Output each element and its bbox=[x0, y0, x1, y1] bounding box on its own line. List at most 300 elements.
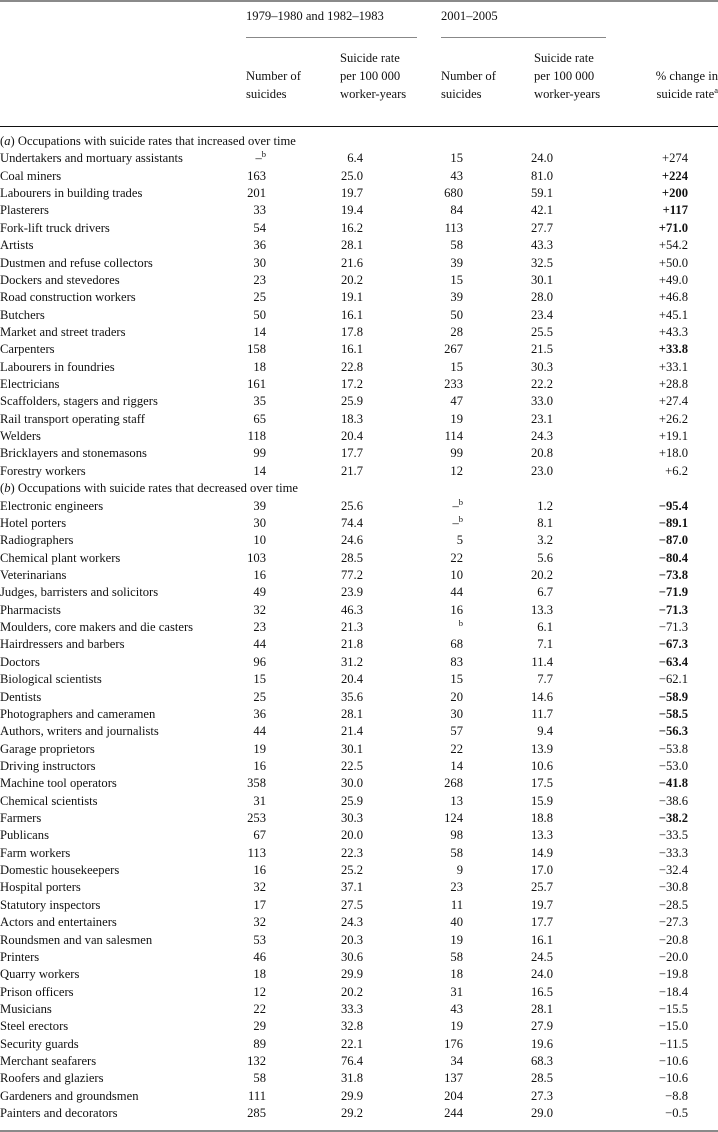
rate-1979-cell: 17.2 bbox=[340, 377, 363, 392]
suicides-2001-cell: 58 bbox=[450, 949, 463, 964]
table-row bbox=[0, 1088, 718, 1105]
occupation-cell: Quarry workers bbox=[0, 967, 80, 982]
percent-change-cell: +19.1 bbox=[658, 429, 688, 444]
occupation-cell: Forestry workers bbox=[0, 463, 86, 478]
table-row bbox=[0, 845, 718, 862]
suicides-2001-cell: 233 bbox=[444, 377, 463, 392]
table-row bbox=[0, 324, 718, 341]
suicides-2001-cell: 267 bbox=[444, 342, 463, 357]
percent-change-cell: −0.5 bbox=[665, 1106, 688, 1121]
percent-change-cell: +274 bbox=[662, 151, 688, 166]
suicides-1979-cell: 44 bbox=[253, 724, 266, 739]
rate-2001-cell: 81.0 bbox=[530, 168, 553, 183]
rate-1979-cell: 30.0 bbox=[340, 776, 363, 791]
occupation-cell: Roundsmen and van salesmen bbox=[0, 932, 153, 947]
occupation-cell: Painters and decorators bbox=[0, 1106, 118, 1121]
suicides-2001-cell: 40 bbox=[450, 915, 463, 930]
rate-2001-cell: 25.5 bbox=[530, 324, 553, 339]
occupation-cell: Welders bbox=[0, 429, 41, 444]
rate-2001-cell: 13.9 bbox=[530, 741, 553, 756]
rate-2001-cell: 23.0 bbox=[530, 463, 553, 478]
occupation-cell: Pharmacists bbox=[0, 602, 61, 617]
table-row bbox=[0, 237, 718, 254]
percent-change-cell: +28.8 bbox=[658, 377, 688, 392]
suicides-2001-cell: 28 bbox=[450, 324, 463, 339]
rate-1979-cell: 20.2 bbox=[340, 272, 363, 287]
suicides-1979-cell: 16 bbox=[253, 863, 266, 878]
percent-change-cell: −27.3 bbox=[658, 915, 688, 930]
rate-1979-cell: 24.3 bbox=[340, 915, 363, 930]
occupation-cell: Electricians bbox=[0, 377, 60, 392]
table-row bbox=[0, 550, 718, 567]
suicides-2001-cell: 20 bbox=[450, 689, 463, 704]
occupation-cell: Machine tool operators bbox=[0, 776, 117, 791]
occupation-cell: Rail transport operating staff bbox=[0, 411, 145, 426]
occupation-cell: Labourers in foundries bbox=[0, 359, 115, 374]
rate-2001-cell: 5.6 bbox=[537, 550, 553, 565]
suicides-1979-cell: 111 bbox=[248, 1088, 266, 1103]
header-suicide-rate-2: Suicide rate per 100 000 worker-years bbox=[534, 51, 601, 101]
rate-2001-cell: 19.7 bbox=[530, 897, 553, 912]
section-label-b: (b) Occupations with suicide rates that decreased over time bbox=[0, 481, 298, 496]
rate-2001-cell: 16.1 bbox=[530, 932, 553, 947]
suicides-1979-cell: 36 bbox=[253, 238, 266, 253]
occupation-cell: Undertakers and mortuary assistants bbox=[0, 151, 183, 166]
rate-1979-cell: 22.3 bbox=[340, 845, 363, 860]
suicides-1979-cell: 161 bbox=[247, 377, 266, 392]
percent-change-cell: −63.4 bbox=[658, 654, 688, 669]
table-row bbox=[0, 862, 718, 879]
table-body bbox=[0, 133, 718, 1122]
rate-1979-cell: 29.9 bbox=[340, 1088, 363, 1103]
occupation-cell: Gardeners and groundsmen bbox=[0, 1088, 139, 1103]
rate-1979-cell: 32.8 bbox=[340, 1019, 363, 1034]
period-span-rule-2 bbox=[441, 37, 606, 38]
rate-2001-cell: 13.3 bbox=[530, 828, 553, 843]
table-row bbox=[0, 636, 718, 653]
table-row bbox=[0, 393, 718, 410]
table-row bbox=[0, 445, 718, 462]
rate-1979-cell: 22.1 bbox=[340, 1036, 363, 1051]
percent-change-cell: −15.5 bbox=[658, 1001, 688, 1016]
rate-1979-cell: 77.2 bbox=[340, 567, 363, 582]
table-row bbox=[0, 619, 718, 636]
suicides-2001-cell: 58 bbox=[450, 845, 463, 860]
suicides-2001-cell: 680 bbox=[444, 186, 463, 201]
percent-change-cell: −87.0 bbox=[658, 533, 688, 548]
rate-2001-cell: 24.0 bbox=[530, 967, 553, 982]
suicides-1979-cell: 89 bbox=[253, 1036, 266, 1051]
rate-1979-cell: 17.7 bbox=[340, 446, 363, 461]
suicides-2001-cell: 84 bbox=[450, 203, 463, 218]
rate-2001-cell: 30.3 bbox=[530, 359, 553, 374]
suicides-1979-cell: 12 bbox=[253, 984, 266, 999]
rate-1979-cell: 23.9 bbox=[340, 585, 363, 600]
rate-1979-cell: 33.3 bbox=[340, 1001, 363, 1016]
table-row bbox=[0, 515, 718, 532]
occupation-cell: Artists bbox=[0, 238, 34, 253]
table-row bbox=[0, 741, 718, 758]
suicides-2001-cell: 12 bbox=[450, 463, 463, 478]
rate-2001-cell: 1.2 bbox=[537, 498, 553, 513]
rate-1979-cell: 37.1 bbox=[340, 880, 363, 895]
rate-2001-cell: 10.6 bbox=[530, 758, 553, 773]
table-row bbox=[0, 532, 718, 549]
rate-2001-cell: 27.7 bbox=[530, 220, 553, 235]
suicides-2001-cell: 22 bbox=[450, 741, 463, 756]
rate-2001-cell: 14.9 bbox=[530, 845, 553, 860]
rate-2001-cell: 28.0 bbox=[530, 290, 553, 305]
occupation-cell: Driving instructors bbox=[0, 758, 96, 773]
table-row bbox=[0, 220, 718, 237]
occupation-cell: Coal miners bbox=[0, 168, 62, 183]
table-row bbox=[0, 341, 718, 358]
percent-change-cell: +26.2 bbox=[658, 411, 688, 426]
table-row bbox=[0, 1105, 718, 1122]
header-number-of-suicides-1: Number of suicides bbox=[246, 69, 301, 101]
suicides-2001-cell: 15 bbox=[450, 272, 463, 287]
suicides-2001-cell: 244 bbox=[444, 1106, 463, 1121]
percent-change-cell: −73.8 bbox=[658, 567, 688, 582]
rate-1979-cell: 22.5 bbox=[340, 758, 363, 773]
suicides-1979-cell: 285 bbox=[247, 1106, 266, 1121]
suicides-2001-cell: 47 bbox=[450, 394, 463, 409]
rate-2001-cell: 28.1 bbox=[530, 1001, 553, 1016]
table-row bbox=[0, 654, 718, 671]
percent-change-cell: −62.1 bbox=[658, 672, 688, 687]
occupation-cell: Domestic housekeepers bbox=[0, 863, 120, 878]
percent-change-cell: −10.6 bbox=[658, 1054, 688, 1069]
rate-2001-cell: 27.3 bbox=[530, 1088, 553, 1103]
suicides-2001-cell: 204 bbox=[444, 1088, 463, 1103]
table-row bbox=[0, 567, 718, 584]
rate-1979-cell: 25.2 bbox=[340, 863, 363, 878]
table-row bbox=[0, 376, 718, 393]
table-row bbox=[0, 289, 718, 306]
percent-change-cell: −18.4 bbox=[658, 984, 688, 999]
suicides-2001-cell: 15 bbox=[450, 151, 463, 166]
suicides-1979-cell: 253 bbox=[247, 811, 266, 826]
section-label-a: (a) Occupations with suicide rates that increased over time bbox=[0, 134, 296, 148]
rate-1979-cell: 74.4 bbox=[340, 515, 363, 530]
suicides-1979-cell: 67 bbox=[253, 828, 266, 843]
suicides-1979-cell: 25 bbox=[253, 290, 266, 305]
rate-1979-cell: 20.3 bbox=[340, 932, 363, 947]
rate-1979-cell: 21.4 bbox=[340, 724, 363, 739]
suicides-2001-cell: 13 bbox=[450, 793, 463, 808]
table-row bbox=[0, 671, 718, 688]
occupation-cell: Farm workers bbox=[0, 845, 71, 860]
suicides-1979-cell: 49 bbox=[253, 585, 266, 600]
rate-1979-cell: 31.2 bbox=[340, 654, 363, 669]
percent-change-cell: +33.8 bbox=[658, 342, 688, 357]
rate-2001-cell: 3.2 bbox=[537, 533, 553, 548]
suicides-1979-cell: 36 bbox=[253, 706, 266, 721]
suicides-2001-cell: 16 bbox=[450, 602, 463, 617]
suicides-1979-cell: 32 bbox=[253, 915, 266, 930]
suicides-2001-cell: 30 bbox=[450, 706, 463, 721]
rate-1979-cell: 19.7 bbox=[340, 186, 363, 201]
percent-change-cell: −11.5 bbox=[659, 1036, 688, 1051]
rate-2001-cell: 33.0 bbox=[530, 394, 553, 409]
percent-change-cell: +27.4 bbox=[658, 394, 688, 409]
rate-2001-cell: 11.7 bbox=[531, 706, 553, 721]
suicides-1979-cell: 103 bbox=[247, 550, 266, 565]
suicides-1979-cell: 163 bbox=[247, 168, 266, 183]
suicides-1979-cell: 33 bbox=[253, 203, 266, 218]
suicides-2001-cell: 22 bbox=[450, 550, 463, 565]
occupation-cell: Musicians bbox=[0, 1001, 52, 1016]
table-row bbox=[0, 272, 718, 289]
rate-1979-cell: 28.1 bbox=[340, 238, 363, 253]
rate-2001-cell: 23.1 bbox=[530, 411, 553, 426]
rate-1979-cell: 20.2 bbox=[340, 984, 363, 999]
rate-1979-cell: 16.2 bbox=[340, 220, 363, 235]
table-row bbox=[0, 202, 718, 219]
percent-change-cell: −89.1 bbox=[658, 515, 688, 530]
table-row bbox=[0, 185, 718, 202]
rate-2001-cell: 16.5 bbox=[530, 984, 553, 999]
table-row bbox=[0, 1036, 718, 1053]
rate-1979-cell: 25.0 bbox=[340, 168, 363, 183]
occupation-cell: Chemical scientists bbox=[0, 793, 98, 808]
suicides-1979-cell: 22 bbox=[253, 1001, 266, 1016]
suicides-2001-cell: 15 bbox=[450, 672, 463, 687]
top-rule bbox=[0, 0, 718, 2]
occupation-cell: Judges, barristers and solicitors bbox=[0, 585, 159, 600]
table-row bbox=[0, 602, 718, 619]
occupation-cell: Veterinarians bbox=[0, 567, 67, 582]
header-percent-change: % change in suicide rate$^a$ bbox=[655, 69, 718, 101]
suicides-1979-cell: 17 bbox=[253, 897, 266, 912]
suicides-2001-cell: 18 bbox=[450, 967, 463, 982]
percent-change-cell: −30.8 bbox=[658, 880, 688, 895]
table-row bbox=[0, 411, 718, 428]
suicides-2001-cell: 14 bbox=[450, 758, 463, 773]
rate-2001-cell: 11.4 bbox=[531, 654, 553, 669]
suicides-2001-cell: 114 bbox=[444, 429, 463, 444]
rate-2001-cell: 9.4 bbox=[537, 724, 553, 739]
percent-change-cell: −56.3 bbox=[658, 724, 688, 739]
suicides-2001-cell: 11 bbox=[450, 897, 463, 912]
rate-1979-cell: 21.7 bbox=[340, 463, 363, 478]
rate-1979-cell: 24.6 bbox=[340, 533, 363, 548]
occupation-cell: Radiographers bbox=[0, 533, 74, 548]
percent-change-cell: −67.3 bbox=[658, 637, 688, 652]
percent-change-cell: +6.2 bbox=[665, 463, 688, 478]
suicides-1979-cell: –$^b$ bbox=[255, 149, 266, 166]
table-row bbox=[0, 498, 718, 515]
rate-2001-cell: 30.1 bbox=[530, 272, 553, 287]
suicides-1979-cell: 32 bbox=[253, 602, 266, 617]
occupation-cell: Steel erectors bbox=[0, 1019, 69, 1034]
percent-change-cell: +117 bbox=[662, 203, 688, 218]
percent-change-cell: −71.3 bbox=[658, 620, 688, 635]
percent-change-cell: −10.6 bbox=[658, 1071, 688, 1086]
occupation-cell: Garage proprietors bbox=[0, 741, 95, 756]
rate-2001-cell: 19.6 bbox=[530, 1036, 553, 1051]
table-row bbox=[0, 827, 718, 844]
rate-1979-cell: 22.8 bbox=[340, 359, 363, 374]
table-row bbox=[0, 932, 718, 949]
rate-2001-cell: 21.5 bbox=[530, 342, 553, 357]
percent-change-cell: +33.1 bbox=[658, 359, 688, 374]
percent-change-cell: +43.3 bbox=[658, 324, 688, 339]
percent-change-cell: −53.0 bbox=[658, 758, 688, 773]
suicides-2001-cell: 19 bbox=[450, 411, 463, 426]
table-row bbox=[0, 793, 718, 810]
suicides-2001-cell: 5 bbox=[456, 533, 463, 548]
rate-1979-cell: 20.4 bbox=[340, 429, 363, 444]
occupation-cell: Road construction workers bbox=[0, 290, 136, 305]
percent-change-cell: −28.5 bbox=[658, 897, 688, 912]
percent-change-cell: −33.3 bbox=[658, 845, 688, 860]
rate-1979-cell: 18.3 bbox=[340, 411, 363, 426]
occupation-cell: Printers bbox=[0, 949, 40, 964]
suicides-1979-cell: 118 bbox=[247, 429, 266, 444]
rate-2001-cell: 59.1 bbox=[530, 186, 553, 201]
percent-change-cell: −71.9 bbox=[658, 585, 688, 600]
rate-1979-cell: 30.6 bbox=[340, 949, 363, 964]
suicides-1979-cell: 132 bbox=[247, 1054, 266, 1069]
percent-change-cell: +54.2 bbox=[658, 238, 688, 253]
rate-2001-cell: 7.1 bbox=[537, 637, 553, 652]
suicides-1979-cell: 14 bbox=[253, 463, 266, 478]
suicides-2001-cell: 9 bbox=[456, 863, 463, 878]
percent-change-cell: −32.4 bbox=[658, 863, 688, 878]
rate-1979-cell: 28.5 bbox=[340, 550, 363, 565]
percent-change-cell: −95.4 bbox=[658, 498, 688, 513]
suicides-2001-cell: 23 bbox=[450, 880, 463, 895]
occupation-cell: Merchant seafarers bbox=[0, 1054, 97, 1069]
table-row bbox=[0, 1070, 718, 1087]
suicides-1979-cell: 23 bbox=[253, 272, 266, 287]
rate-2001-cell: 20.2 bbox=[530, 567, 553, 582]
suicides-1979-cell: 30 bbox=[253, 255, 266, 270]
occupation-cell: Carpenters bbox=[0, 342, 55, 357]
rate-2001-cell: 6.7 bbox=[537, 585, 553, 600]
rate-2001-cell: 42.1 bbox=[530, 203, 553, 218]
rate-2001-cell: 29.0 bbox=[530, 1106, 553, 1121]
occupation-cell: Fork-lift truck drivers bbox=[0, 220, 110, 235]
suicides-2001-cell: 43 bbox=[450, 168, 463, 183]
percent-change-cell: +200 bbox=[661, 186, 688, 201]
rate-1979-cell: 28.1 bbox=[340, 706, 363, 721]
occupation-cell: Photographers and cameramen bbox=[0, 706, 156, 721]
rate-1979-cell: 25.9 bbox=[340, 394, 363, 409]
table-row bbox=[0, 949, 718, 966]
rate-1979-cell: 25.6 bbox=[340, 498, 363, 513]
rate-2001-cell: 22.2 bbox=[530, 377, 553, 392]
rate-1979-cell: 16.1 bbox=[340, 342, 363, 357]
percent-change-cell: −19.8 bbox=[658, 967, 688, 982]
occupation-cell: Hairdressers and barbers bbox=[0, 637, 125, 652]
occupation-cell: Hospital porters bbox=[0, 880, 81, 895]
table-row bbox=[0, 914, 718, 931]
period-span-rule-1 bbox=[246, 37, 417, 38]
suicides-1979-cell: 113 bbox=[247, 845, 266, 860]
suicides-1979-cell: 201 bbox=[247, 186, 266, 201]
table-row bbox=[0, 1053, 718, 1070]
rate-2001-cell: 7.7 bbox=[537, 672, 553, 687]
occupation-cell: Chemical plant workers bbox=[0, 550, 121, 565]
rate-2001-cell: 14.6 bbox=[530, 689, 553, 704]
rate-2001-cell: 20.8 bbox=[530, 446, 553, 461]
percent-change-cell: +224 bbox=[661, 168, 688, 183]
rate-1979-cell: 20.0 bbox=[340, 828, 363, 843]
rate-1979-cell: 35.6 bbox=[340, 689, 363, 704]
rate-2001-cell: 17.5 bbox=[530, 776, 553, 791]
occupation-cell: Plasterers bbox=[0, 203, 49, 218]
rate-1979-cell: 21.6 bbox=[340, 255, 363, 270]
suicides-1979-cell: 29 bbox=[253, 1019, 266, 1034]
suicides-2001-cell: 176 bbox=[444, 1036, 463, 1051]
suicides-2001-cell: 137 bbox=[444, 1071, 463, 1086]
percent-change-cell: +18.0 bbox=[658, 446, 688, 461]
suicides-1979-cell: 14 bbox=[253, 324, 266, 339]
table-row bbox=[0, 584, 718, 601]
suicides-1979-cell: 99 bbox=[253, 446, 266, 461]
rate-2001-cell: 18.8 bbox=[530, 811, 553, 826]
percent-change-cell: −38.6 bbox=[658, 793, 688, 808]
period-header-1979-1983: 1979–1980 and 1982–1983 bbox=[246, 9, 384, 23]
suicides-1979-cell: 18 bbox=[253, 359, 266, 374]
suicides-2001-cell: 31 bbox=[450, 984, 463, 999]
rate-1979-cell: 20.4 bbox=[340, 672, 363, 687]
suicides-2001-cell: 44 bbox=[450, 585, 463, 600]
rate-2001-cell: 17.7 bbox=[530, 915, 553, 930]
suicides-2001-cell: –$^b$ bbox=[452, 513, 463, 530]
header-suicide-rate-1: Suicide rate per 100 000 worker-years bbox=[340, 51, 407, 101]
table-row bbox=[0, 307, 718, 324]
occupation-cell: Authors, writers and journalists bbox=[0, 724, 159, 739]
suicides-1979-cell: 16 bbox=[253, 758, 266, 773]
occupation-cell: Actors and entertainers bbox=[0, 915, 117, 930]
header-rule bbox=[0, 126, 718, 127]
table-row bbox=[0, 255, 718, 272]
suicides-1979-cell: 10 bbox=[253, 533, 266, 548]
rate-2001-cell: 24.5 bbox=[530, 949, 553, 964]
occupation-cell: Statutory inspectors bbox=[0, 897, 101, 912]
rate-2001-cell: 27.9 bbox=[530, 1019, 553, 1034]
suicides-2001-cell: 113 bbox=[444, 220, 463, 235]
occupation-cell: Scaffolders, stagers and riggers bbox=[0, 394, 158, 409]
occupation-cell: Roofers and glaziers bbox=[0, 1071, 104, 1086]
percent-change-cell: +49.0 bbox=[658, 272, 688, 287]
suicides-2001-cell: 268 bbox=[444, 776, 463, 791]
rate-1979-cell: 29.2 bbox=[340, 1106, 363, 1121]
rate-2001-cell: 8.1 bbox=[537, 515, 553, 530]
suicides-1979-cell: 50 bbox=[253, 307, 266, 322]
suicides-1979-cell: 39 bbox=[253, 498, 266, 513]
percent-change-cell: −71.3 bbox=[658, 602, 688, 617]
suicides-2001-cell: 15 bbox=[450, 359, 463, 374]
occupation-cell: Dustmen and refuse collectors bbox=[0, 255, 153, 270]
rate-1979-cell: 19.1 bbox=[340, 290, 363, 305]
suicides-2001-cell: 50 bbox=[450, 307, 463, 322]
rate-2001-cell: 28.5 bbox=[530, 1071, 553, 1086]
rate-1979-cell: 21.8 bbox=[340, 637, 363, 652]
occupation-cell: Dockers and stevedores bbox=[0, 272, 120, 287]
suicides-1979-cell: 25 bbox=[253, 689, 266, 704]
percent-change-cell: −53.8 bbox=[658, 741, 688, 756]
suicides-2001-cell: b bbox=[458, 618, 463, 629]
table-row bbox=[0, 810, 718, 827]
rate-2001-cell: 6.1 bbox=[537, 620, 553, 635]
suicides-1979-cell: 16 bbox=[253, 567, 266, 582]
occupation-cell: Publicans bbox=[0, 828, 49, 843]
suicides-2001-cell: 124 bbox=[444, 811, 463, 826]
